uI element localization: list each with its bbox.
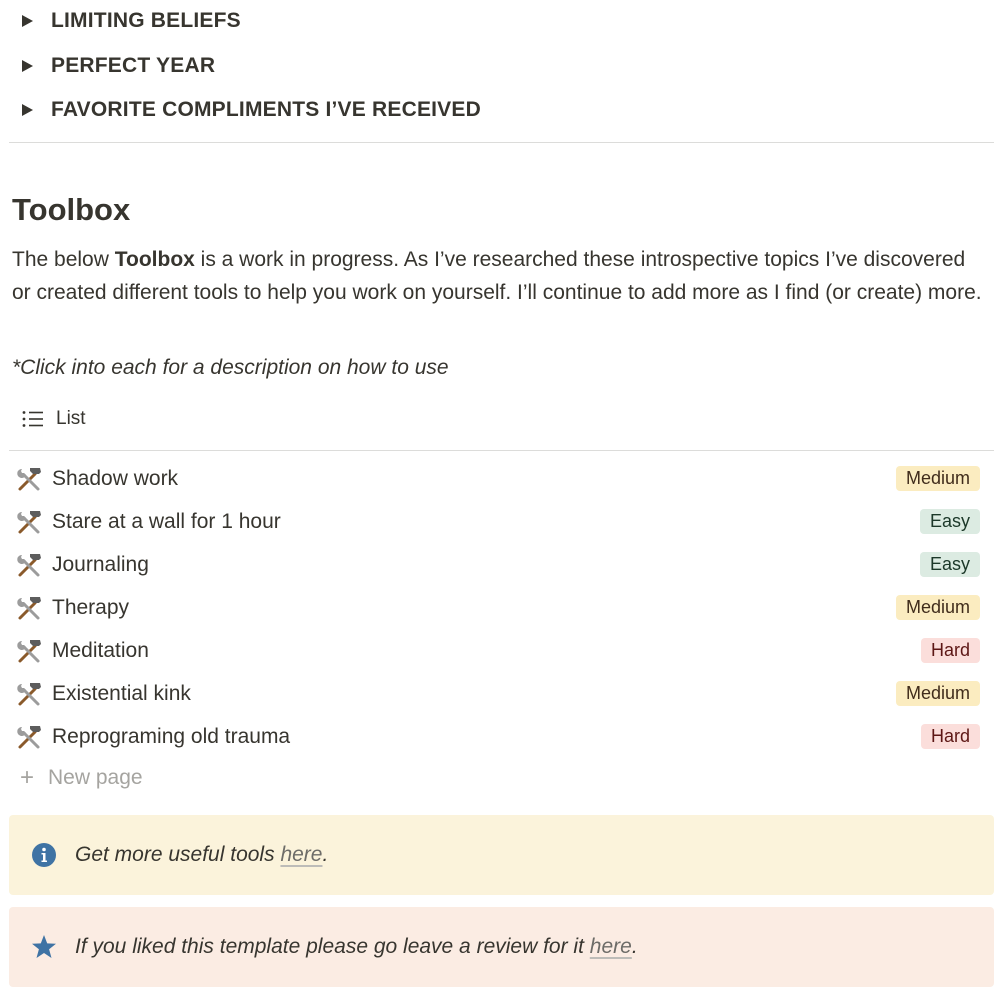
callout-text-start: Get more useful tools [75,843,281,866]
list-item-main [14,636,149,666]
star-icon [31,934,57,960]
hammer-and-wrench-icon [14,636,44,666]
list-icon [22,410,44,428]
new-page-button[interactable] [20,766,143,790]
toggle-label: PERFECT YEAR [51,54,216,77]
list-item[interactable] [14,457,984,500]
intro-bold-text: Toolbox [114,248,195,271]
list-item-title: Stare at a wall for 1 hour [52,509,281,533]
plus-icon: + [20,764,35,791]
toggle-label: FAVORITE COMPLIMENTS I’VE RECEIVED [51,98,481,121]
triangle-right-icon [22,15,33,27]
list-item-title: Journaling [52,552,149,576]
list-item-main [14,593,129,623]
tools-link[interactable]: here [280,843,323,866]
list-item[interactable] [14,629,984,672]
list-item[interactable] [14,500,984,543]
list-item-main [14,550,149,580]
view-label: List [56,408,86,429]
list-item-title: Shadow work [52,466,179,490]
info-icon [31,842,57,868]
list-item-title: Reprograming old trauma [52,724,291,748]
difficulty-badge: Easy [920,552,980,577]
list-item-main [14,722,290,752]
intro-text-start: The below [12,248,115,271]
tool-list [14,457,984,758]
usage-hint: *Click into each for a description on how to use [12,356,449,379]
difficulty-badge: Hard [921,638,980,663]
list-item-main [14,679,191,709]
review-link[interactable]: here [589,935,632,958]
hammer-and-wrench-icon [14,507,44,537]
callout-text [75,843,328,867]
toggle-perfect-year[interactable] [22,51,215,81]
difficulty-badge: Medium [896,595,980,620]
intro-text-end: is a work in progress. As I’ve researched these introspective topics I’ve discovered or created different tools to help you work on yourself. I’ll continue to add more as I find (or create) more. [12,248,982,304]
callout-text [75,935,638,959]
toggle-favorite-compliments[interactable] [22,95,481,125]
list-item-title: Existential kink [52,681,191,705]
intro-paragraph [12,243,987,309]
triangle-right-icon [22,60,33,72]
toggle-limiting-beliefs[interactable] [22,6,241,36]
hammer-and-wrench-icon [14,550,44,580]
callout-text-end: . [322,843,329,866]
difficulty-badge: Medium [896,466,980,491]
list-item-main [14,507,281,537]
callout-text-start: If you liked this template please go leave a review for it [75,935,590,958]
list-view-tab[interactable] [22,408,86,430]
list-item-title: Therapy [52,595,130,619]
page-heading: Toolbox [12,192,131,227]
divider [9,450,994,451]
info-callout [9,815,994,895]
list-item-title: Meditation [52,638,149,662]
hammer-and-wrench-icon [14,722,44,752]
triangle-right-icon [22,104,33,116]
review-callout [9,907,994,987]
list-item-main [14,464,178,494]
difficulty-badge: Hard [921,724,980,749]
hammer-and-wrench-icon [14,679,44,709]
new-page-label: New page [48,766,143,789]
hammer-and-wrench-icon [14,593,44,623]
hammer-and-wrench-icon [14,464,44,494]
list-item[interactable] [14,543,984,586]
difficulty-badge: Easy [920,509,980,534]
list-item[interactable] [14,672,984,715]
difficulty-badge: Medium [896,681,980,706]
callout-text-end: . [631,935,638,958]
list-item[interactable] [14,586,984,629]
toggle-label: LIMITING BELIEFS [51,9,241,32]
divider [9,142,994,143]
list-item[interactable] [14,715,984,758]
